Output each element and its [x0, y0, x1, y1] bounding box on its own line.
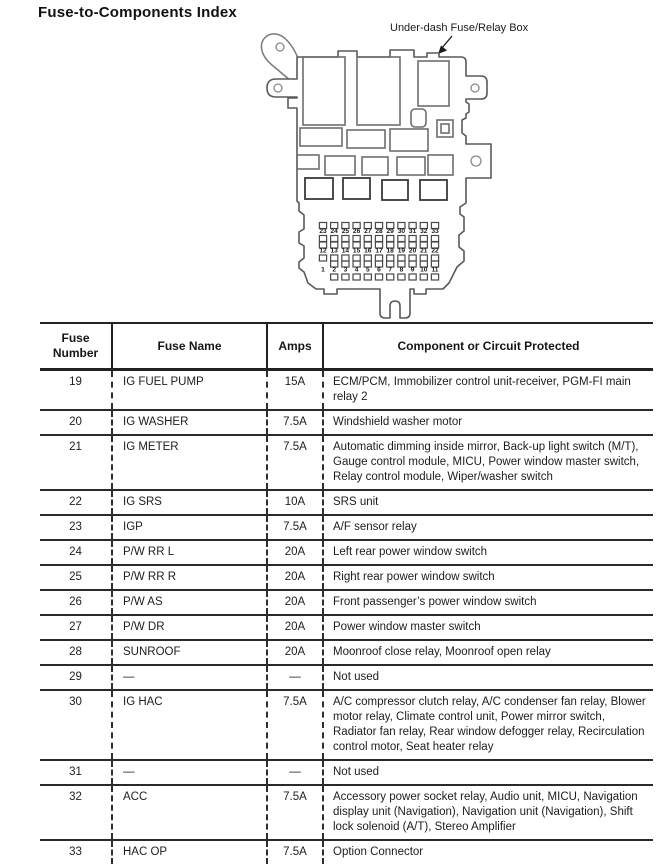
cell-fuse-number: 31	[40, 760, 112, 785]
table-row	[40, 370, 653, 411]
bracket-hole-icon	[276, 43, 284, 51]
table-row	[40, 665, 653, 690]
fuse-number: 24	[331, 228, 339, 235]
fuse-number: 33	[431, 228, 439, 235]
fuse-number: 8	[400, 267, 404, 274]
fuse-number: 31	[409, 228, 417, 235]
table-row	[40, 760, 653, 785]
cell-component: Power window master switch	[323, 615, 653, 640]
fuse-number: 13	[331, 248, 339, 255]
cell-fuse-number: 29	[40, 665, 112, 690]
fuse-number: 20	[409, 248, 417, 255]
cell-amps: 7.5A	[267, 515, 323, 540]
mounting-bracket	[261, 34, 298, 84]
cell-fuse-number: 20	[40, 410, 112, 435]
fuse-number: 7	[388, 267, 392, 274]
table-row	[40, 565, 653, 590]
header-fuse-number: Fuse Number	[40, 323, 112, 370]
cell-fuse-number: 26	[40, 590, 112, 615]
header-fuse-name: Fuse Name	[112, 323, 267, 370]
cell-amps: 10A	[267, 490, 323, 515]
fuse-number: 19	[398, 248, 406, 255]
fuse-number: 16	[364, 248, 372, 255]
cell-component: A/C compressor clutch relay, A/C condenser fan relay, Blower motor relay, Climate control unit, Power mirror switch, Radiator fan relay, Rear window defogger relay, Recirculation control motor, Seat heater relay	[323, 690, 653, 760]
fuse-number: 21	[420, 248, 428, 255]
fuse-index-table	[40, 322, 653, 864]
cell-fuse-number: 24	[40, 540, 112, 565]
cell-fuse-name: HAC OP	[112, 840, 267, 864]
cell-amps: 20A	[267, 640, 323, 665]
cell-fuse-number: 23	[40, 515, 112, 540]
cell-amps: 20A	[267, 590, 323, 615]
cell-amps: 15A	[267, 370, 323, 411]
cell-amps: 20A	[267, 615, 323, 640]
cell-amps: 7.5A	[267, 410, 323, 435]
cell-fuse-name: P/W AS	[112, 590, 267, 615]
cell-amps: 7.5A	[267, 840, 323, 864]
table-row	[40, 540, 653, 565]
table-row	[40, 615, 653, 640]
table-row	[40, 435, 653, 490]
cell-fuse-name: IGP	[112, 515, 267, 540]
cell-fuse-number: 27	[40, 615, 112, 640]
table-row	[40, 640, 653, 665]
table-row	[40, 490, 653, 515]
fuse-table-body	[40, 370, 653, 864]
cell-component: Option Connector	[323, 840, 653, 864]
cell-fuse-number: 30	[40, 690, 112, 760]
fuse-number: 5	[366, 267, 370, 274]
cell-fuse-number: 25	[40, 565, 112, 590]
cell-fuse-name: IG SRS	[112, 490, 267, 515]
cell-component: SRS unit	[323, 490, 653, 515]
fuse-number: 12	[319, 248, 327, 255]
fuse-number: 30	[398, 228, 406, 235]
cell-fuse-number: 22	[40, 490, 112, 515]
fuse-number: 25	[342, 228, 350, 235]
fuse-table-header	[40, 323, 653, 370]
fuse-number: 14	[342, 248, 350, 255]
cell-amps: 7.5A	[267, 785, 323, 840]
cell-component: Not used	[323, 760, 653, 785]
table-row	[40, 590, 653, 615]
cell-fuse-name: P/W DR	[112, 615, 267, 640]
fuse-number: 18	[387, 248, 395, 255]
cell-fuse-name: IG FUEL PUMP	[112, 370, 267, 411]
cell-amps: —	[267, 665, 323, 690]
fuse-number: 22	[431, 248, 439, 255]
fuse-number: 29	[387, 228, 395, 235]
fuse-number: 9	[411, 267, 415, 274]
cell-fuse-name: P/W RR R	[112, 565, 267, 590]
cell-component: Moonroof close relay, Moonroof open relay	[323, 640, 653, 665]
fuse-number: 10	[420, 267, 428, 274]
cell-component: Not used	[323, 665, 653, 690]
cell-component: Windshield washer motor	[323, 410, 653, 435]
fuse-number: 4	[355, 267, 359, 274]
cell-fuse-number: 33	[40, 840, 112, 864]
table-row	[40, 840, 653, 864]
cell-fuse-name: SUNROOF	[112, 640, 267, 665]
cell-component: Automatic dimming inside mirror, Back-up light switch (M/T), Gauge control module, MICU, Power window master switch, Relay control module, Wiper/washer switch	[323, 435, 653, 490]
fuse-box-outline	[267, 50, 491, 318]
cell-fuse-number: 21	[40, 435, 112, 490]
callout-arrow-line	[442, 36, 452, 48]
cell-amps: 20A	[267, 565, 323, 590]
cell-component: Left rear power window switch	[323, 540, 653, 565]
cell-fuse-name: IG WASHER	[112, 410, 267, 435]
fuse-number: 28	[375, 228, 383, 235]
header-row	[40, 323, 653, 370]
cell-amps: 20A	[267, 540, 323, 565]
cell-fuse-name: ACC	[112, 785, 267, 840]
table-row	[40, 690, 653, 760]
cell-component: Front passenger’s power window switch	[323, 590, 653, 615]
fuse-number: 3	[344, 267, 348, 274]
cell-component: Accessory power socket relay, Audio unit, MICU, Navigation display unit (Navigation), Navigation unit (Navigation), Shift lock solenoid (A/T), Stereo Amplifier	[323, 785, 653, 840]
fuse-number: 15	[353, 248, 361, 255]
fuse-number: 11	[432, 267, 439, 274]
cell-fuse-name: IG HAC	[112, 690, 267, 760]
fuse-number: 17	[375, 248, 383, 255]
cell-amps: 7.5A	[267, 435, 323, 490]
table-row	[40, 410, 653, 435]
fuse-number: 23	[319, 228, 327, 235]
table-row	[40, 785, 653, 840]
fuse-number: 27	[364, 228, 372, 235]
cell-fuse-number: 19	[40, 370, 112, 411]
fuse-box-diagram	[0, 0, 669, 322]
fuse-number: 1	[321, 267, 325, 274]
cell-fuse-number: 28	[40, 640, 112, 665]
fuse-number: 6	[377, 267, 381, 274]
header-amps: Amps	[267, 323, 323, 370]
header-component: Component or Circuit Protected	[323, 323, 653, 370]
diagram-label: Under-dash Fuse/Relay Box	[390, 22, 529, 34]
cell-component: Right rear power window switch	[323, 565, 653, 590]
fuse-number: 26	[353, 228, 361, 235]
cell-amps: —	[267, 760, 323, 785]
cell-component: A/F sensor relay	[323, 515, 653, 540]
cell-fuse-name: P/W RR L	[112, 540, 267, 565]
fuse-number: 2	[332, 267, 336, 274]
fuse-number: 32	[420, 228, 428, 235]
cell-fuse-name: —	[112, 665, 267, 690]
cell-amps: 7.5A	[267, 690, 323, 760]
page-title: Fuse-to-Components Index	[38, 4, 237, 21]
cell-fuse-name: IG METER	[112, 435, 267, 490]
cell-fuse-name: —	[112, 760, 267, 785]
cell-fuse-number: 32	[40, 785, 112, 840]
cell-component: ECM/PCM, Immobilizer control unit-receiver, PGM-FI main relay 2	[323, 370, 653, 411]
table-row	[40, 515, 653, 540]
